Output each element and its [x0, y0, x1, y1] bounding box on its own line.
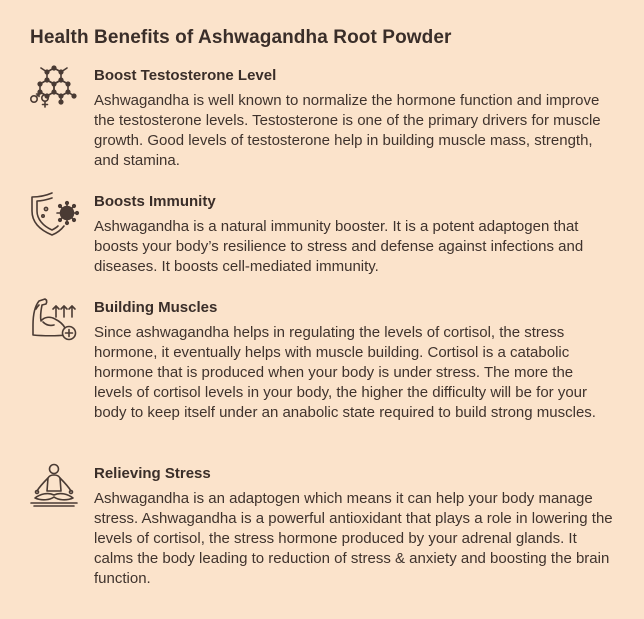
shield-virus-icon — [28, 189, 80, 239]
benefit-description: Ashwagandha is a natural immunity booster. It is a potent adaptogen that boosts your body’s resilience to stress and defense against infections and diseases. It boosts cell-mediated immunity. — [94, 218, 584, 275]
flexed-arm-icon — [28, 295, 80, 345]
molecule-gender-icon — [28, 63, 80, 113]
benefit-description: Ashwagandha is well known to normalize the hormone function and improve the testosterone levels. Testosterone is one of the primary drivers for muscle growth. Good levels of testosterone help in building muscle mass, strength, and stamina. — [94, 92, 601, 169]
benefit-title: Boost Testosterone Level — [94, 67, 277, 84]
benefit-description: Since ashwagandha helps in regulating the levels of cortisol, the stress hormone, it eventually helps with muscle building. Cortisol is a catabolic hormone that is produced when your body is under stress. The more the levels of cortisol levels in your body, the higher the difficulty will be for your body to keep itself under an anabolic state required to build strong muscles. — [94, 324, 596, 421]
benefit-description: Ashwagandha is an adaptogen which means it can help your body manage stress. Ashwagandha is a powerful antioxidant that plays a role in lowering the levels of cortisol, the stress hormone produced by your adrenal glands. It calms the body leading to reduction of stress & anxiety and boosting the brain function. — [94, 490, 613, 587]
benefit-title: Boosts Immunity — [94, 193, 216, 210]
benefit-title: Building Muscles — [94, 299, 218, 316]
meditation-icon — [28, 461, 80, 511]
page-title: Health Benefits of Ashwagandha Root Powder — [30, 27, 452, 48]
benefit-title: Relieving Stress — [94, 465, 211, 482]
